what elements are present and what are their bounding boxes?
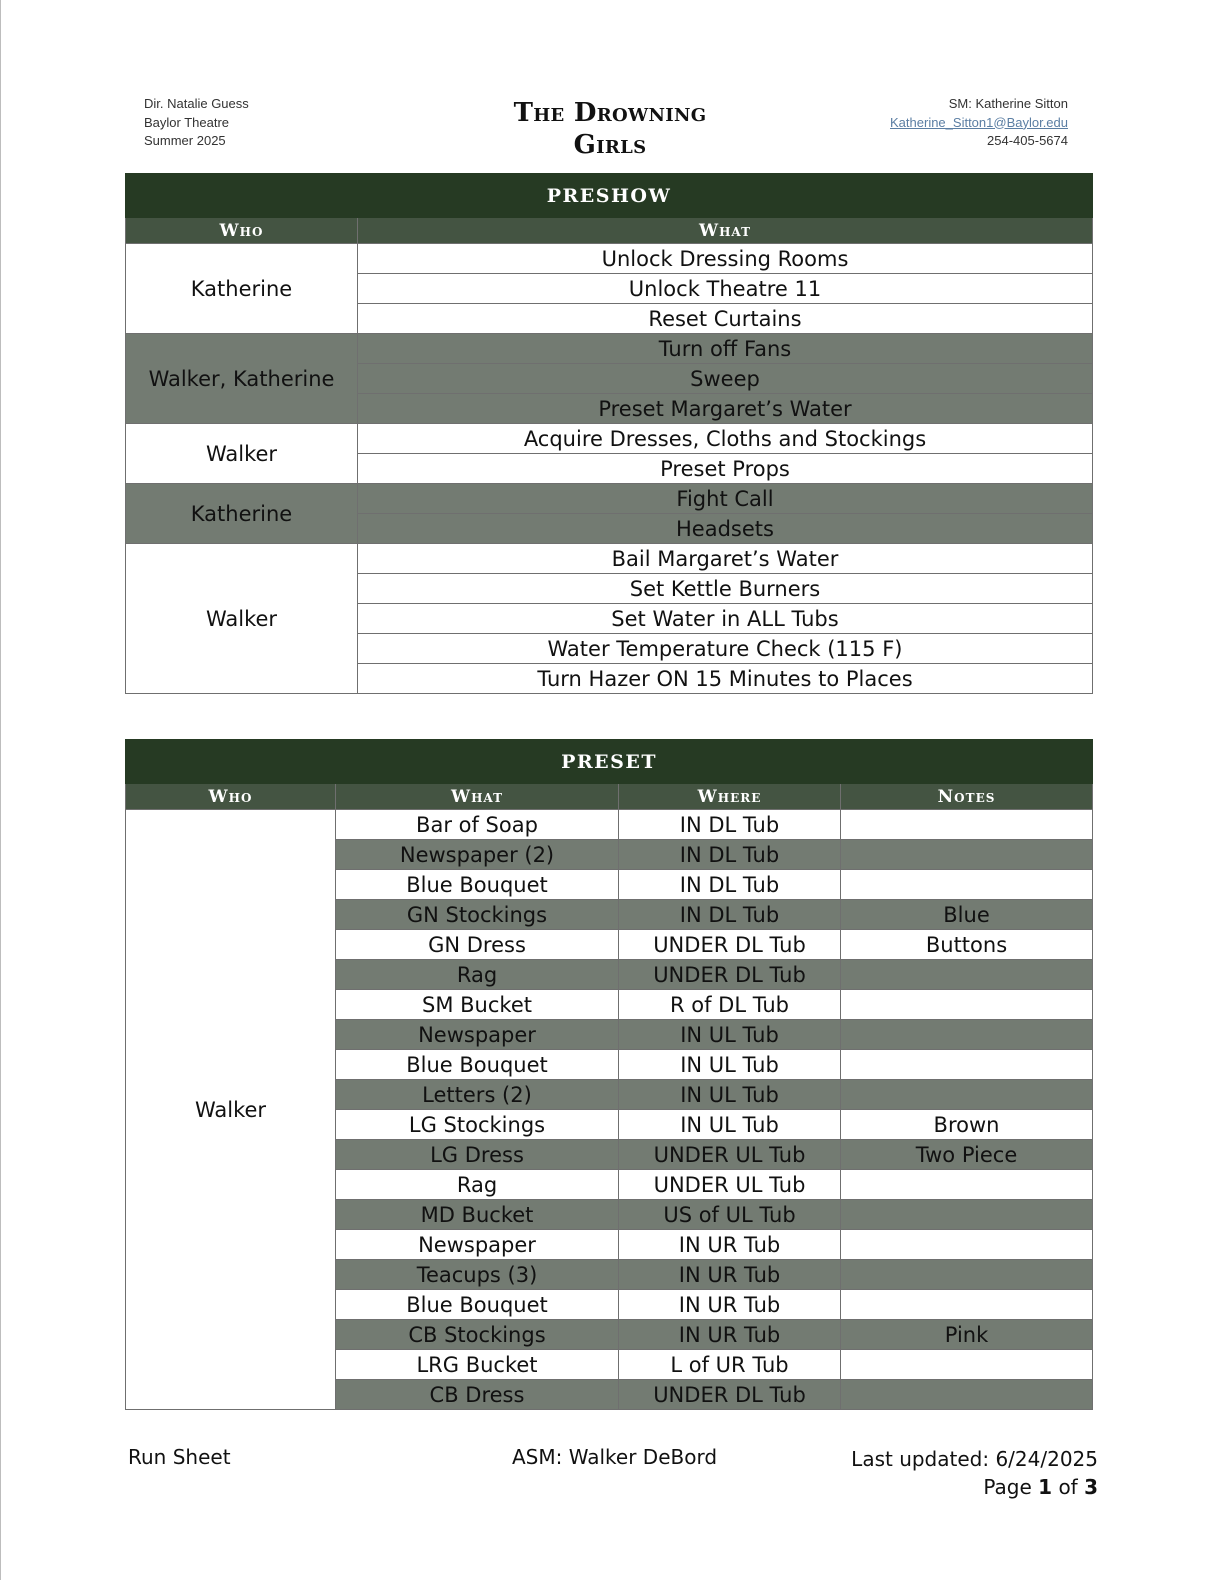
- preset-what-cell: Blue Bouquet: [336, 1290, 619, 1320]
- preset-where-cell: UNDER DL Tub: [619, 1380, 841, 1410]
- preset-where-cell: IN UL Tub: [619, 1110, 841, 1140]
- preset-col-who: Who: [126, 784, 336, 810]
- last-updated: Last updated: 6/24/2025: [851, 1447, 1098, 1471]
- director: Dir. Natalie Guess: [144, 96, 249, 111]
- preset-where-cell: IN UL Tub: [619, 1050, 841, 1080]
- organization: Baylor Theatre: [144, 114, 230, 130]
- preshow-what-cell: Preset Props: [358, 454, 1093, 484]
- preset-where-cell: L of UR Tub: [619, 1350, 841, 1380]
- preshow-what-cell: Set Water in ALL Tubs: [358, 604, 1093, 634]
- preset-where-cell: R of DL Tub: [619, 990, 841, 1020]
- preshow-what-cell: Unlock Dressing Rooms: [358, 244, 1093, 274]
- preset-where-cell: UNDER UL Tub: [619, 1140, 841, 1170]
- preset-what-cell: CB Dress: [336, 1380, 619, 1410]
- page-prefix: Page: [983, 1475, 1032, 1499]
- preset-notes-cell: Pink: [841, 1320, 1093, 1350]
- preset-where-cell: IN UR Tub: [619, 1230, 841, 1260]
- preset-notes-cell: Blue: [841, 900, 1093, 930]
- preset-what-cell: Newspaper: [336, 1230, 619, 1260]
- preset-notes-cell: [841, 1200, 1093, 1230]
- preset-notes-cell: Buttons: [841, 930, 1093, 960]
- preset-what-cell: Letters (2): [336, 1080, 619, 1110]
- preset-where-cell: IN UR Tub: [619, 1320, 841, 1350]
- preset-what-cell: Rag: [336, 960, 619, 990]
- preset-where-cell: UNDER DL Tub: [619, 930, 841, 960]
- preset-notes-cell: [841, 1020, 1093, 1050]
- preshow-col-what: What: [358, 218, 1093, 244]
- preshow-who-cell: Katherine: [126, 244, 358, 334]
- footer-asm: ASM: Walker DeBord: [512, 1445, 718, 1469]
- page-total: 3: [1084, 1475, 1098, 1499]
- preset-table: [125, 739, 1093, 1410]
- preshow-title: PRESHOW: [126, 174, 1093, 218]
- preset-col-notes: Notes: [841, 784, 1093, 810]
- preset-what-cell: Blue Bouquet: [336, 870, 619, 900]
- footer-page-info: [851, 1445, 1098, 1501]
- preset-notes-cell: [841, 840, 1093, 870]
- preshow-what-cell: Unlock Theatre 11: [358, 274, 1093, 304]
- preset-notes-cell: [841, 1050, 1093, 1080]
- page-current: 1: [1038, 1475, 1053, 1499]
- preset-who-cell: Walker: [126, 810, 336, 1410]
- preset-notes-cell: [841, 1380, 1093, 1410]
- preset-what-cell: LG Dress: [336, 1140, 619, 1170]
- preshow-what-cell: Reset Curtains: [358, 304, 1093, 334]
- preset-what-cell: LG Stockings: [336, 1110, 619, 1140]
- preset-where-cell: UNDER UL Tub: [619, 1170, 841, 1200]
- preshow-row: [126, 334, 1093, 364]
- sm-phone: 254-405-5674: [987, 133, 1068, 148]
- preset-notes-cell: [841, 870, 1093, 900]
- title-line-1: The Drowning: [513, 98, 707, 128]
- preset-what-cell: Bar of Soap: [336, 810, 619, 840]
- preshow-what-cell: Acquire Dresses, Cloths and Stockings: [358, 424, 1093, 454]
- preshow-who-cell: Walker: [126, 424, 358, 484]
- preset-col-what: What: [336, 784, 619, 810]
- preset-notes-cell: [841, 1290, 1093, 1320]
- page-title: [460, 97, 760, 161]
- preset-notes-cell: [841, 1260, 1093, 1290]
- stage-manager: SM: Katherine Sitton: [948, 96, 1068, 111]
- preshow-what-cell: Preset Margaret’s Water: [358, 394, 1093, 424]
- preset-what-cell: Blue Bouquet: [336, 1050, 619, 1080]
- preshow-what-cell: Turn Hazer ON 15 Minutes to Places: [358, 664, 1093, 694]
- preshow-row: [126, 424, 1093, 454]
- preset-where-cell: IN UL Tub: [619, 1080, 841, 1110]
- footer-doc-type: Run Sheet: [128, 1445, 231, 1469]
- preset-notes-cell: [841, 1230, 1093, 1260]
- preshow-what-cell: Bail Margaret’s Water: [358, 544, 1093, 574]
- preset-notes-cell: [841, 1080, 1093, 1110]
- preshow-row: [126, 544, 1093, 574]
- preset-notes-cell: [841, 990, 1093, 1020]
- preset-what-cell: LRG Bucket: [336, 1350, 619, 1380]
- preset-where-cell: IN DL Tub: [619, 900, 841, 930]
- preset-where-cell: IN DL Tub: [619, 870, 841, 900]
- preset-where-cell: IN UR Tub: [619, 1290, 841, 1320]
- preshow-col-who: Who: [126, 218, 358, 244]
- preshow-what-cell: Water Temperature Check (115 F): [358, 634, 1093, 664]
- sm-email-link[interactable]: Katherine_Sitton1@Baylor.edu: [890, 114, 1068, 130]
- preshow-who-cell: Walker, Katherine: [126, 334, 358, 424]
- preset-what-cell: Rag: [336, 1170, 619, 1200]
- preset-what-cell: Newspaper (2): [336, 840, 619, 870]
- preset-where-cell: US of UL Tub: [619, 1200, 841, 1230]
- preset-what-cell: CB Stockings: [336, 1320, 619, 1350]
- preshow-what-cell: Turn off Fans: [358, 334, 1093, 364]
- preshow-who-cell: Walker: [126, 544, 358, 694]
- preshow-what-cell: Headsets: [358, 514, 1093, 544]
- preset-what-cell: Newspaper: [336, 1020, 619, 1050]
- preset-notes-cell: [841, 1170, 1093, 1200]
- page-of: of: [1058, 1475, 1078, 1499]
- page-number: [851, 1473, 1098, 1501]
- preset-where-cell: IN UR Tub: [619, 1260, 841, 1290]
- preshow-row: [126, 484, 1093, 514]
- preset-notes-cell: Brown: [841, 1110, 1093, 1140]
- header-right-info: [890, 95, 1068, 151]
- preset-col-where: Where: [619, 784, 841, 810]
- title-line-2: Girls: [573, 130, 647, 160]
- preset-what-cell: SM Bucket: [336, 990, 619, 1020]
- preset-where-cell: IN UL Tub: [619, 1020, 841, 1050]
- preshow-who-cell: Katherine: [126, 484, 358, 544]
- preset-notes-cell: Two Piece: [841, 1140, 1093, 1170]
- preshow-what-cell: Fight Call: [358, 484, 1093, 514]
- preset-title: PRESET: [126, 740, 1093, 784]
- preset-what-cell: GN Dress: [336, 930, 619, 960]
- preset-row: [126, 810, 1093, 840]
- preset-what-cell: Teacups (3): [336, 1260, 619, 1290]
- preset-notes-cell: [841, 960, 1093, 990]
- page-edge: [0, 0, 1, 1580]
- preset-where-cell: IN DL Tub: [619, 840, 841, 870]
- preset-where-cell: IN DL Tub: [619, 810, 841, 840]
- season: Summer 2025: [144, 133, 226, 148]
- preset-notes-cell: [841, 810, 1093, 840]
- header-left-info: [144, 95, 249, 151]
- preset-what-cell: GN Stockings: [336, 900, 619, 930]
- preshow-what-cell: Sweep: [358, 364, 1093, 394]
- preset-notes-cell: [841, 1350, 1093, 1380]
- preset-where-cell: UNDER DL Tub: [619, 960, 841, 990]
- preshow-row: [126, 244, 1093, 274]
- preset-what-cell: MD Bucket: [336, 1200, 619, 1230]
- preshow-table: [125, 173, 1093, 694]
- preshow-what-cell: Set Kettle Burners: [358, 574, 1093, 604]
